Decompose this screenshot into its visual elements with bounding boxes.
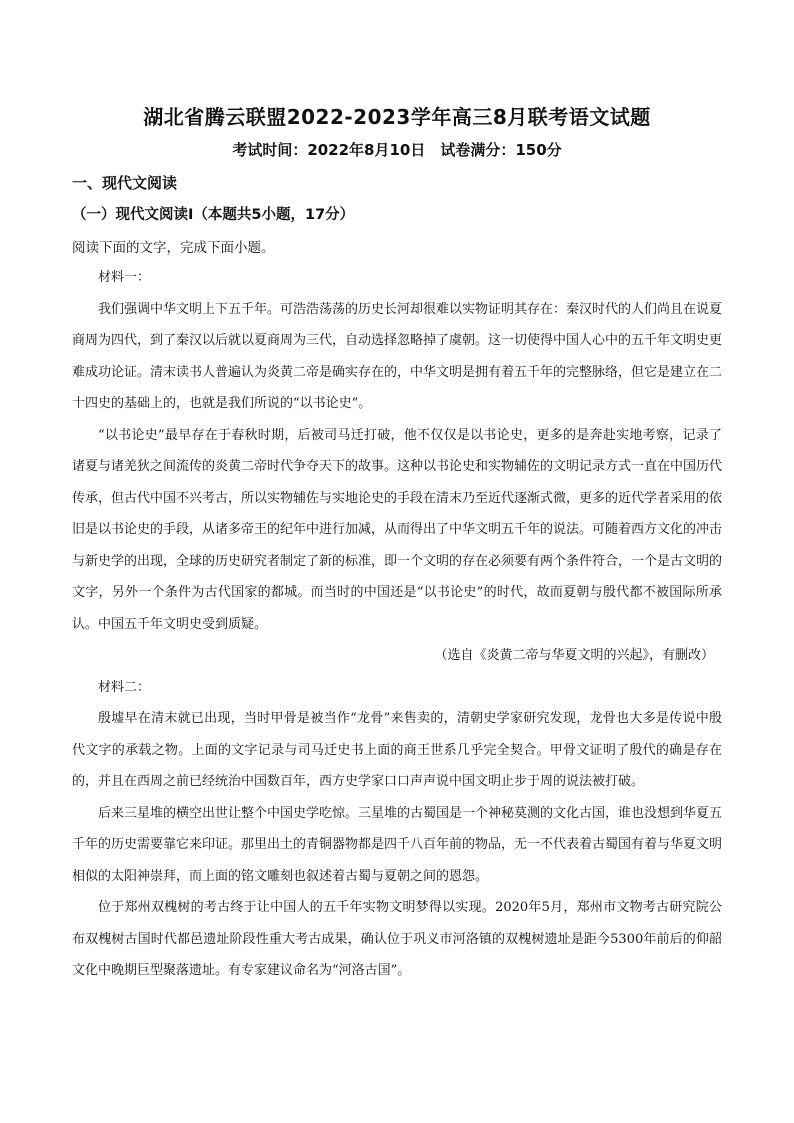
- material-1-label: 材料一：: [98, 270, 151, 285]
- subsection-heading: （一）现代文阅读Ⅰ（本题共5小题，17分）: [72, 207, 355, 223]
- material-2-paragraph-2: 后来三星堆的横空出世让整个中国史学吃惊。三星堆的古蜀国是一个神秘莫测的文化古国，谁也没想到华夏五千年的历史需要靠它来印证。那里出土的青铜器物都是四千八百年前的物品，无一不代表着古蜀国有着与华夏文明相似的太阳神崇拜，而上面的铭文雕刻也叙述着古蜀与夏朝之间的恩怨。: [72, 805, 723, 884]
- material-1-source: （选自《炎黄二帝与华夏文明的兴起》，有删改）: [434, 648, 714, 663]
- material-1-paragraph-1: 我们强调中华文明上下五千年。可浩浩荡荡的历史长河却很难以实物证明其存在：秦汉时代的人们尚且在说夏商周为四代，到了秦汉以后就以夏商周为三代，自动选择忽略掉了虞朝。这一切使得中国人心中的五千年文明史更难成功论证。清末读书人普遍认为炎黄二帝是确实存在的，中华文明是拥有着五千年的完整脉络，但它是建立在二十四史的基础上的，也就是我们所说的“以书论史”。: [72, 301, 723, 411]
- material-2-label: 材料二：: [98, 679, 151, 695]
- reading-passage: [72, 262, 722, 987]
- exam-title: 湖北省腾云联盟2022-2023学年高三8月联考语文试题: [143, 105, 651, 129]
- material-2-paragraph-3: 位于郑州双槐树的考古终于让中国人的五千年实物文明梦得以实现。2020年5月，郑州市文物考古研究院公布双槐树古国时代都邑遗址阶段性重大考古成果，确认位于巩义市河洛镇的双槐树遗址是距今5300年前后的仰韶文化中晚期巨型聚落遗址。有专家建议命名为“河洛古国”。: [72, 900, 722, 978]
- reading-instruction: 阅读下面的文字，完成下面小题。: [72, 240, 275, 256]
- material-1-paragraph-2: “以书论史”最早存在于春秋时期，后被司马迁打破，他不仅仅是以书论史，更多的是奔赴实地考察，记录了诸夏与诸羌狄之间流传的炎黄二帝时代争夺天下的故事。这种以书论史和实物辅佐的文明记录方式一直在中国历代传承，但古代中国不兴考古，所以实物辅佐与实地论史的手段在清末乃至近代逐渐式微，更多的近代学者采用的依旧是以书论史的手段，从诸多帝王的纪年中进行加减，从而得出了中华文明五千年的说法。可随着西方文化的冲击与新史学的出现，全球的历史研究者制定了新的标准，即一个文明的存在必须要有两个条件符合，一个是古文明的文字，另外一个条件为古代国家的都城。而当时的中国还是“以书论史”的时代，故而夏朝与殷代都不被国际所承认。中国五千年文明史受到质疑。: [72, 427, 723, 632]
- material-2-paragraph-1: 殷墟早在清末就已出现，当时甲骨是被当作“龙骨”来售卖的，清朝史学家研究发现，龙骨也大多是传说中殷代文字的承载之物。上面的文字记录与司马迁史书上面的商王世系几乎完全契合。甲骨文证明了殷代的确是存在的，并且在西周之前已经统治中国数百年，西方史学家口口声声说中国文明止步于周的说法被打破。: [72, 711, 722, 789]
- section-heading: 一、现代文阅读: [72, 174, 178, 192]
- exam-subtitle: 考试时间：2022年8月10日 试卷满分：150分: [232, 141, 562, 159]
